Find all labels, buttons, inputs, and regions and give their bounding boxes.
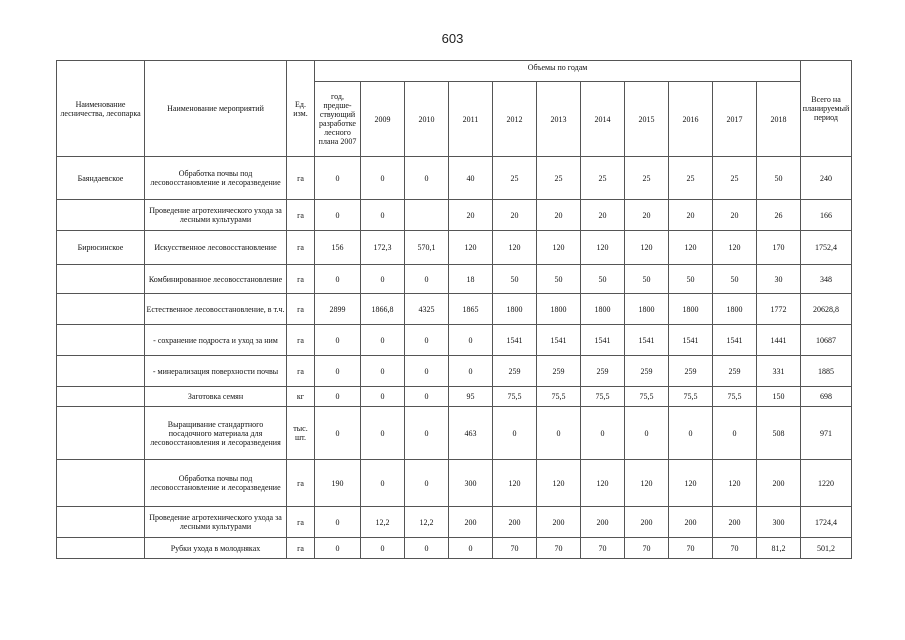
value-cell: 95 xyxy=(449,387,493,407)
total-cell: 1885 xyxy=(801,356,852,387)
value-cell: 18 xyxy=(449,265,493,294)
value-cell: 1866,8 xyxy=(361,294,405,325)
value-cell: 0 xyxy=(405,265,449,294)
activity-name-cell: Выращивание стандартного посадочного материала для лесовосстановления и лесоразведения xyxy=(145,407,287,460)
value-cell: 1800 xyxy=(581,294,625,325)
value-cell: 30 xyxy=(757,265,801,294)
value-cell xyxy=(405,200,449,231)
value-cell: 50 xyxy=(537,265,581,294)
region-cell xyxy=(57,460,145,507)
value-cell: 4325 xyxy=(405,294,449,325)
value-cell: 50 xyxy=(669,265,713,294)
total-cell: 10687 xyxy=(801,325,852,356)
value-cell: 120 xyxy=(537,231,581,265)
total-cell: 166 xyxy=(801,200,852,231)
unit-cell: кг xyxy=(287,387,315,407)
region-cell xyxy=(57,356,145,387)
activity-name-cell: Проведение агротехнического ухода за лесными культурами xyxy=(145,507,287,538)
value-cell: 1541 xyxy=(537,325,581,356)
unit-cell: га xyxy=(287,231,315,265)
unit-cell: тыс. шт. xyxy=(287,407,315,460)
value-cell: 190 xyxy=(315,460,361,507)
value-cell: 156 xyxy=(315,231,361,265)
value-cell: 0 xyxy=(361,407,405,460)
value-cell: 200 xyxy=(493,507,537,538)
forestry-plan-table xyxy=(56,60,852,559)
unit-cell: га xyxy=(287,507,315,538)
table-row xyxy=(57,294,852,325)
table-row xyxy=(57,325,852,356)
value-cell: 70 xyxy=(625,538,669,559)
unit-cell: га xyxy=(287,356,315,387)
value-cell: 50 xyxy=(581,265,625,294)
table-row xyxy=(57,265,852,294)
header-volumes: Объемы по годам xyxy=(315,61,801,82)
table-row xyxy=(57,407,852,460)
value-cell: 508 xyxy=(757,407,801,460)
value-cell: 1800 xyxy=(537,294,581,325)
unit-cell: га xyxy=(287,265,315,294)
value-cell: 1541 xyxy=(625,325,669,356)
value-cell: 0 xyxy=(449,538,493,559)
value-cell: 1772 xyxy=(757,294,801,325)
activity-name-cell: - минерализация поверхности почвы xyxy=(145,356,287,387)
region-cell xyxy=(57,265,145,294)
value-cell: 0 xyxy=(537,407,581,460)
activity-name-cell: Заготовка семян xyxy=(145,387,287,407)
value-cell: 0 xyxy=(405,387,449,407)
value-cell: 0 xyxy=(315,157,361,200)
value-cell: 0 xyxy=(361,325,405,356)
page-number: 603 xyxy=(441,31,464,46)
value-cell: 12,2 xyxy=(361,507,405,538)
activity-name-cell: Обработка почвы под лесовосстановление и лесоразведение xyxy=(145,460,287,507)
table-row xyxy=(57,157,852,200)
value-cell: 0 xyxy=(581,407,625,460)
value-cell: 259 xyxy=(581,356,625,387)
value-cell: 25 xyxy=(713,157,757,200)
activity-name-cell: - сохранение подроста и уход за ним xyxy=(145,325,287,356)
total-cell: 1752,4 xyxy=(801,231,852,265)
value-cell: 0 xyxy=(315,325,361,356)
value-cell: 75,5 xyxy=(493,387,537,407)
unit-cell: га xyxy=(287,294,315,325)
value-cell: 200 xyxy=(581,507,625,538)
header-year-2017: 2017 xyxy=(713,82,757,157)
value-cell: 259 xyxy=(625,356,669,387)
header-year-2010: 2010 xyxy=(405,82,449,157)
value-cell: 259 xyxy=(493,356,537,387)
header-year-2012: 2012 xyxy=(493,82,537,157)
value-cell: 1800 xyxy=(713,294,757,325)
value-cell: 20 xyxy=(449,200,493,231)
total-cell: 698 xyxy=(801,387,852,407)
header-year-2013: 2013 xyxy=(537,82,581,157)
value-cell: 0 xyxy=(361,200,405,231)
region-cell xyxy=(57,325,145,356)
value-cell: 300 xyxy=(449,460,493,507)
activity-name-cell: Комбинированное лесовосстановление xyxy=(145,265,287,294)
value-cell: 0 xyxy=(315,407,361,460)
value-cell: 12,2 xyxy=(405,507,449,538)
value-cell: 0 xyxy=(361,387,405,407)
value-cell: 200 xyxy=(537,507,581,538)
header-year-2009: 2009 xyxy=(361,82,405,157)
value-cell: 259 xyxy=(669,356,713,387)
table-row xyxy=(57,387,852,407)
value-cell: 0 xyxy=(315,387,361,407)
value-cell: 0 xyxy=(449,356,493,387)
value-cell: 0 xyxy=(405,356,449,387)
value-cell: 120 xyxy=(669,460,713,507)
table-row xyxy=(57,200,852,231)
value-cell: 0 xyxy=(405,538,449,559)
unit-cell: га xyxy=(287,460,315,507)
value-cell: 0 xyxy=(315,538,361,559)
value-cell: 0 xyxy=(315,200,361,231)
header-total: Всего на планируемый период xyxy=(801,61,852,157)
value-cell: 1541 xyxy=(493,325,537,356)
unit-cell: га xyxy=(287,325,315,356)
value-cell: 40 xyxy=(449,157,493,200)
activity-name-cell: Обработка почвы под лесовосстановление и лесоразведение xyxy=(145,157,287,200)
value-cell: 50 xyxy=(757,157,801,200)
total-cell: 348 xyxy=(801,265,852,294)
value-cell: 200 xyxy=(669,507,713,538)
value-cell: 70 xyxy=(581,538,625,559)
value-cell: 0 xyxy=(361,356,405,387)
value-cell: 0 xyxy=(361,538,405,559)
value-cell: 570,1 xyxy=(405,231,449,265)
value-cell: 20 xyxy=(625,200,669,231)
value-cell: 331 xyxy=(757,356,801,387)
value-cell: 70 xyxy=(669,538,713,559)
value-cell: 50 xyxy=(493,265,537,294)
value-cell: 0 xyxy=(315,507,361,538)
activity-name-cell: Естественное лесовосстановление, в т.ч. xyxy=(145,294,287,325)
header-year-2016: 2016 xyxy=(669,82,713,157)
value-cell: 0 xyxy=(315,265,361,294)
region-cell xyxy=(57,387,145,407)
unit-cell: га xyxy=(287,157,315,200)
total-cell: 971 xyxy=(801,407,852,460)
value-cell: 50 xyxy=(625,265,669,294)
value-cell: 0 xyxy=(493,407,537,460)
total-cell: 240 xyxy=(801,157,852,200)
header-year-2014: 2014 xyxy=(581,82,625,157)
value-cell: 170 xyxy=(757,231,801,265)
value-cell: 120 xyxy=(537,460,581,507)
value-cell: 50 xyxy=(713,265,757,294)
value-cell: 150 xyxy=(757,387,801,407)
value-cell: 25 xyxy=(493,157,537,200)
value-cell: 300 xyxy=(757,507,801,538)
header-base-year: год, предше-ствующий разработке лесного плана 2007 xyxy=(315,82,361,157)
value-cell: 200 xyxy=(757,460,801,507)
value-cell: 25 xyxy=(669,157,713,200)
value-cell: 70 xyxy=(537,538,581,559)
value-cell: 0 xyxy=(405,325,449,356)
value-cell: 0 xyxy=(405,157,449,200)
value-cell: 75,5 xyxy=(625,387,669,407)
header-year-2011: 2011 xyxy=(449,82,493,157)
value-cell: 200 xyxy=(625,507,669,538)
activity-name-cell: Проведение агротехнического ухода за лесными культурами xyxy=(145,200,287,231)
value-cell: 259 xyxy=(713,356,757,387)
value-cell: 120 xyxy=(493,460,537,507)
value-cell: 81,2 xyxy=(757,538,801,559)
value-cell: 120 xyxy=(581,231,625,265)
value-cell: 0 xyxy=(361,265,405,294)
header-year-2015: 2015 xyxy=(625,82,669,157)
value-cell: 20 xyxy=(537,200,581,231)
value-cell: 75,5 xyxy=(713,387,757,407)
value-cell: 120 xyxy=(713,231,757,265)
value-cell: 200 xyxy=(449,507,493,538)
value-cell: 25 xyxy=(537,157,581,200)
value-cell: 463 xyxy=(449,407,493,460)
value-cell: 0 xyxy=(361,460,405,507)
value-cell: 1441 xyxy=(757,325,801,356)
region-cell: Баяндаевское xyxy=(57,157,145,200)
value-cell: 0 xyxy=(449,325,493,356)
activity-name-cell: Рубки ухода в молодняках xyxy=(145,538,287,559)
value-cell: 0 xyxy=(315,356,361,387)
table-row xyxy=(57,231,852,265)
value-cell: 20 xyxy=(493,200,537,231)
header-forestry: Наименование лесничества, лесопарка xyxy=(57,61,145,157)
value-cell: 1541 xyxy=(669,325,713,356)
region-cell: Бирюсинское xyxy=(57,231,145,265)
value-cell: 25 xyxy=(625,157,669,200)
value-cell: 120 xyxy=(625,460,669,507)
value-cell: 20 xyxy=(713,200,757,231)
region-cell xyxy=(57,407,145,460)
activity-name-cell: Искусственное лесовосстановление xyxy=(145,231,287,265)
region-cell xyxy=(57,507,145,538)
value-cell: 70 xyxy=(493,538,537,559)
value-cell: 2899 xyxy=(315,294,361,325)
table-row xyxy=(57,507,852,538)
header-year-2018: 2018 xyxy=(757,82,801,157)
total-cell: 1220 xyxy=(801,460,852,507)
value-cell: 25 xyxy=(581,157,625,200)
region-cell xyxy=(57,538,145,559)
value-cell: 0 xyxy=(625,407,669,460)
value-cell: 120 xyxy=(713,460,757,507)
table-row xyxy=(57,356,852,387)
value-cell: 1800 xyxy=(493,294,537,325)
total-cell: 20628,8 xyxy=(801,294,852,325)
value-cell: 120 xyxy=(449,231,493,265)
value-cell: 1800 xyxy=(625,294,669,325)
total-cell: 1724,4 xyxy=(801,507,852,538)
region-cell xyxy=(57,200,145,231)
value-cell: 0 xyxy=(361,157,405,200)
header-activity: Наименование мероприятий xyxy=(145,61,287,157)
value-cell: 120 xyxy=(625,231,669,265)
value-cell: 1541 xyxy=(713,325,757,356)
value-cell: 26 xyxy=(757,200,801,231)
value-cell: 75,5 xyxy=(537,387,581,407)
value-cell: 1800 xyxy=(669,294,713,325)
value-cell: 120 xyxy=(581,460,625,507)
value-cell: 200 xyxy=(713,507,757,538)
unit-cell: га xyxy=(287,200,315,231)
header-unit: Ед. изм. xyxy=(287,61,315,157)
region-cell xyxy=(57,294,145,325)
value-cell: 70 xyxy=(713,538,757,559)
unit-cell: га xyxy=(287,538,315,559)
total-cell: 501,2 xyxy=(801,538,852,559)
value-cell: 0 xyxy=(405,460,449,507)
value-cell: 120 xyxy=(669,231,713,265)
value-cell: 120 xyxy=(493,231,537,265)
value-cell: 1865 xyxy=(449,294,493,325)
value-cell: 259 xyxy=(537,356,581,387)
value-cell: 75,5 xyxy=(669,387,713,407)
value-cell: 0 xyxy=(405,407,449,460)
value-cell: 20 xyxy=(581,200,625,231)
value-cell: 20 xyxy=(669,200,713,231)
value-cell: 1541 xyxy=(581,325,625,356)
value-cell: 0 xyxy=(669,407,713,460)
value-cell: 172,3 xyxy=(361,231,405,265)
table-row xyxy=(57,538,852,559)
value-cell: 75,5 xyxy=(581,387,625,407)
table-row xyxy=(57,460,852,507)
value-cell: 0 xyxy=(713,407,757,460)
table-body xyxy=(57,157,852,559)
